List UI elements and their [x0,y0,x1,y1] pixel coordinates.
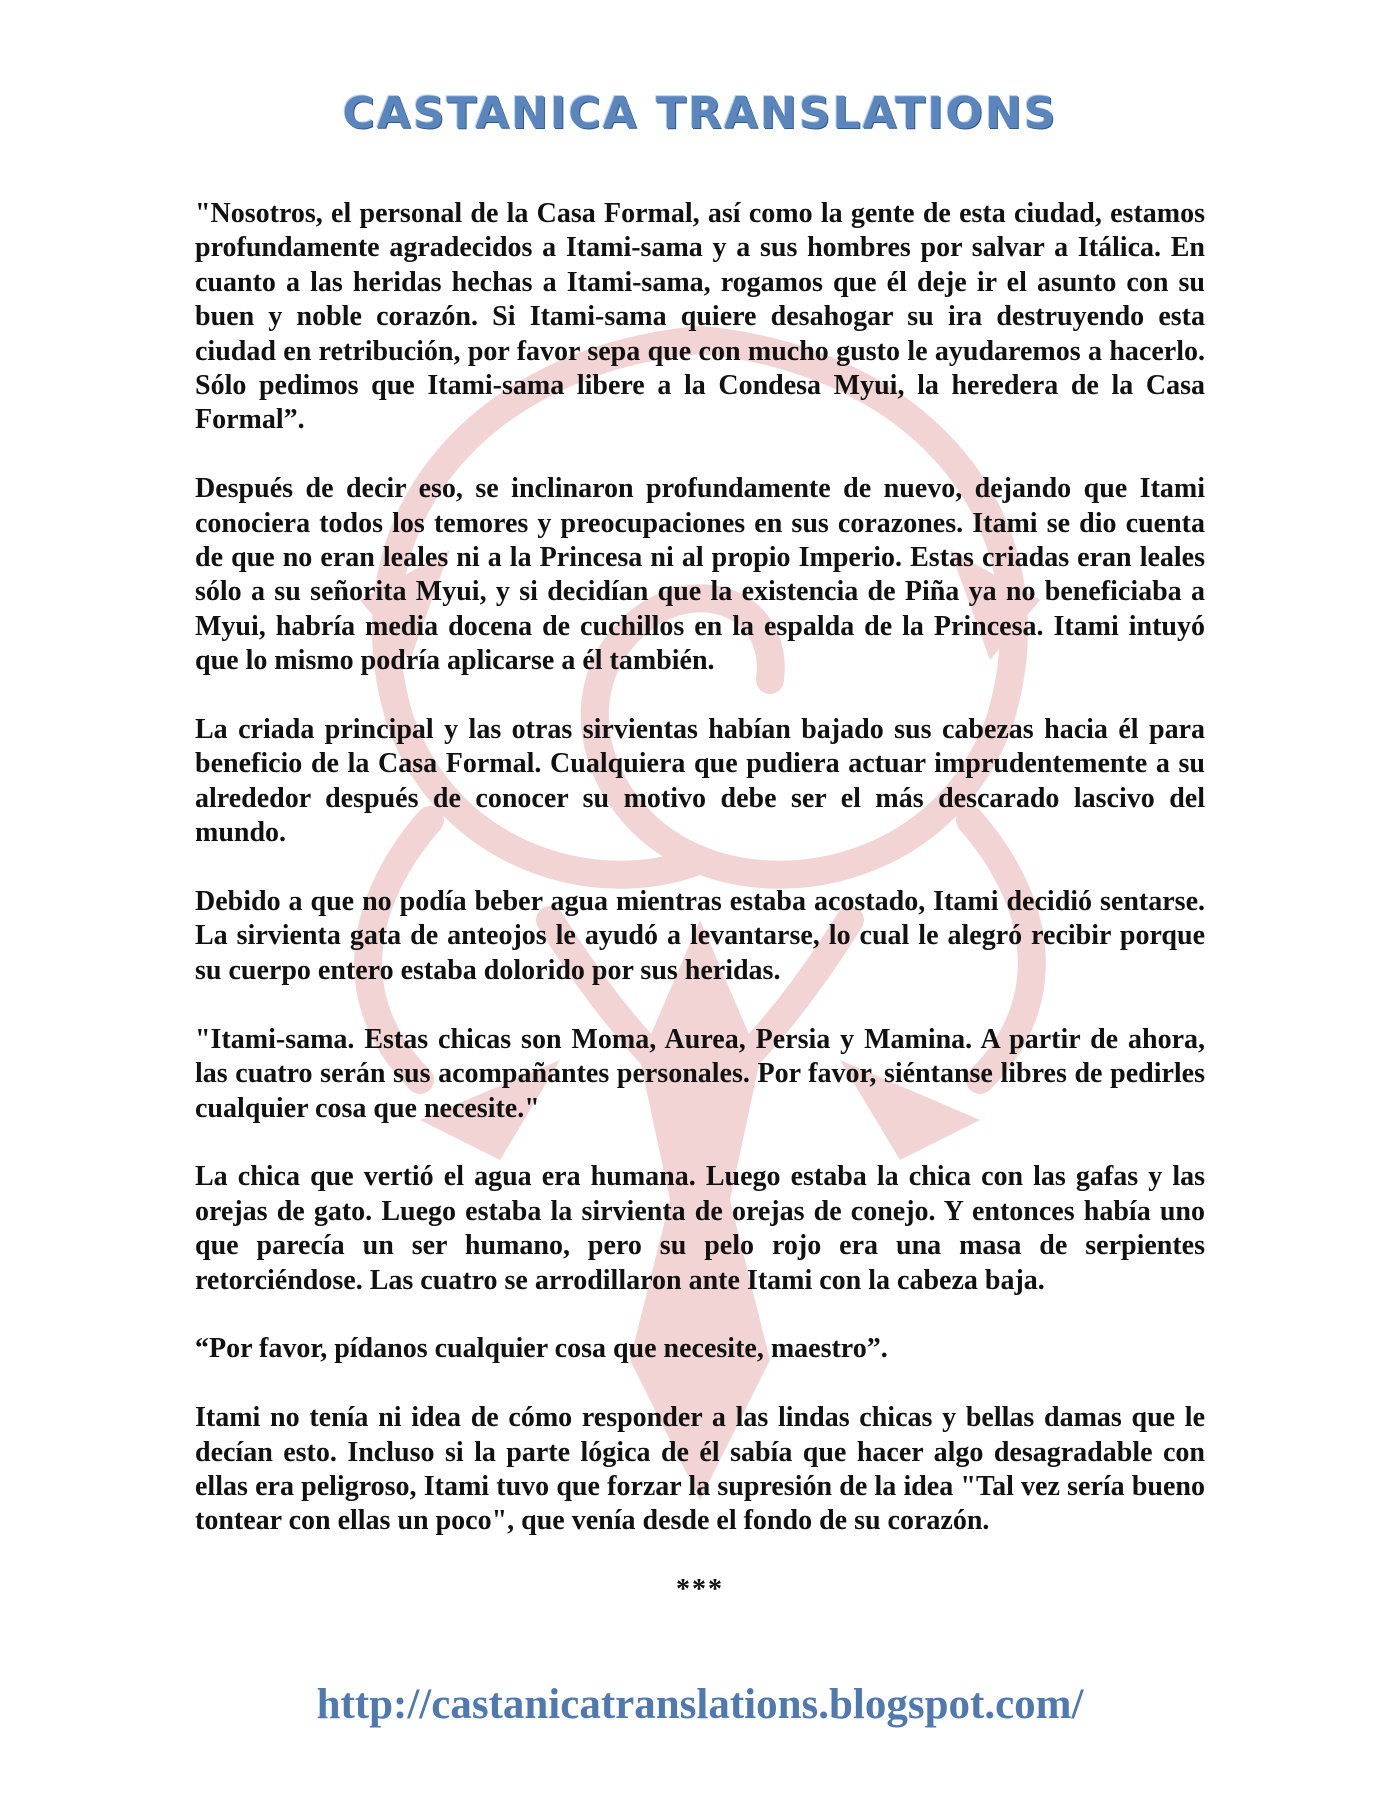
paragraph: “Por favor, pídanos cualquier cosa que necesite, maestro”. [195,1333,888,1365]
paragraph: Debido a que no podía beber agua mientras estaba acostado, Itami decidió sentarse. La sirvienta gata de anteojos le ayudó a levantarse, lo cual le alegró recibir porque su cuerpo entero estaba dolorido por sus heridas. [195,886,1205,986]
paragraph: "Nosotros, el personal de la Casa Formal, así como la gente de esta ciudad, estamos profundamente agradecidos a Itami-sama y a sus hombres por salvar a Itálica. En cuanto a las heridas hechas a Itami-sama, rogamos que él deje ir el asunto con su buen y noble corazón. Si Itami-sama quiere desahogar su ira destruyendo esta ciudad en retribución, por favor sepa que con mucho gusto le ayudaremos a hacerlo. Sólo pedimos que Itami-sama libere a la Condesa Myui, la heredera de la Casa Formal”. [195,198,1205,436]
paragraph: La chica que vertió el agua era humana. Luego estaba la chica con las gafas y las orejas de gato. Luego estaba la sirvienta de orejas de conejo. Y entonces había uno que parecía un ser humano, pero su pelo rojo era una masa de serpientes retorciéndose. Las cuatro se arrodillaron ante Itami con la cabeza baja. [195,1161,1205,1296]
page-header-title: CASTANICA TRANSLATIONS [342,88,1058,139]
paragraph: "Itami-sama. Estas chicas son Moma, Aurea, Persia y Mamina. A partir de ahora, las cuatro serán sus acompañantes personales. Por favor, siéntanse libres de pedirles cualquier cosa que necesite." [195,1023,1205,1124]
paragraph: Después de decir eso, se inclinaron profundamente de nuevo, dejando que Itami conociera todos los temores y preocupaciones en sus corazones. Itami se dio cuenta de que no eran leales ni a la Princesa ni al propio Imperio. Estas criadas eran leales sólo a su señorita Myui, y si decidían que la existencia de Piña ya no beneficiaba a Myui, habría media docena de cuchillos en la espalda de la Princesa. Itami intuyó que lo mismo podría aplicarse a él también. [195,473,1205,677]
paragraph: La criada principal y las otras sirvientas habían bajado sus cabezas hacia él para beneficio de la Casa Formal. Cualquiera que pudiera actuar imprudentemente a su alrededor después de conocer su motivo debe ser el más descarado lascivo del mundo. [195,714,1205,849]
paragraph: Itami no tenía ni idea de cómo responder a las lindas chicas y bellas damas que le decían esto. Incluso si la parte lógica de él sabía que hacer algo desagradable con ellas era peligroso, Itami tuvo que forzar la supresión de la idea "Tal vez sería bueno tontear con ellas un poco", que venía desde el fondo de su corazón. [195,1402,1205,1537]
section-separator: *** [676,1574,724,1606]
footer-url-link[interactable]: http://castanicatranslations.blogspot.com/ [316,1681,1084,1728]
document-body [195,197,1205,1608]
